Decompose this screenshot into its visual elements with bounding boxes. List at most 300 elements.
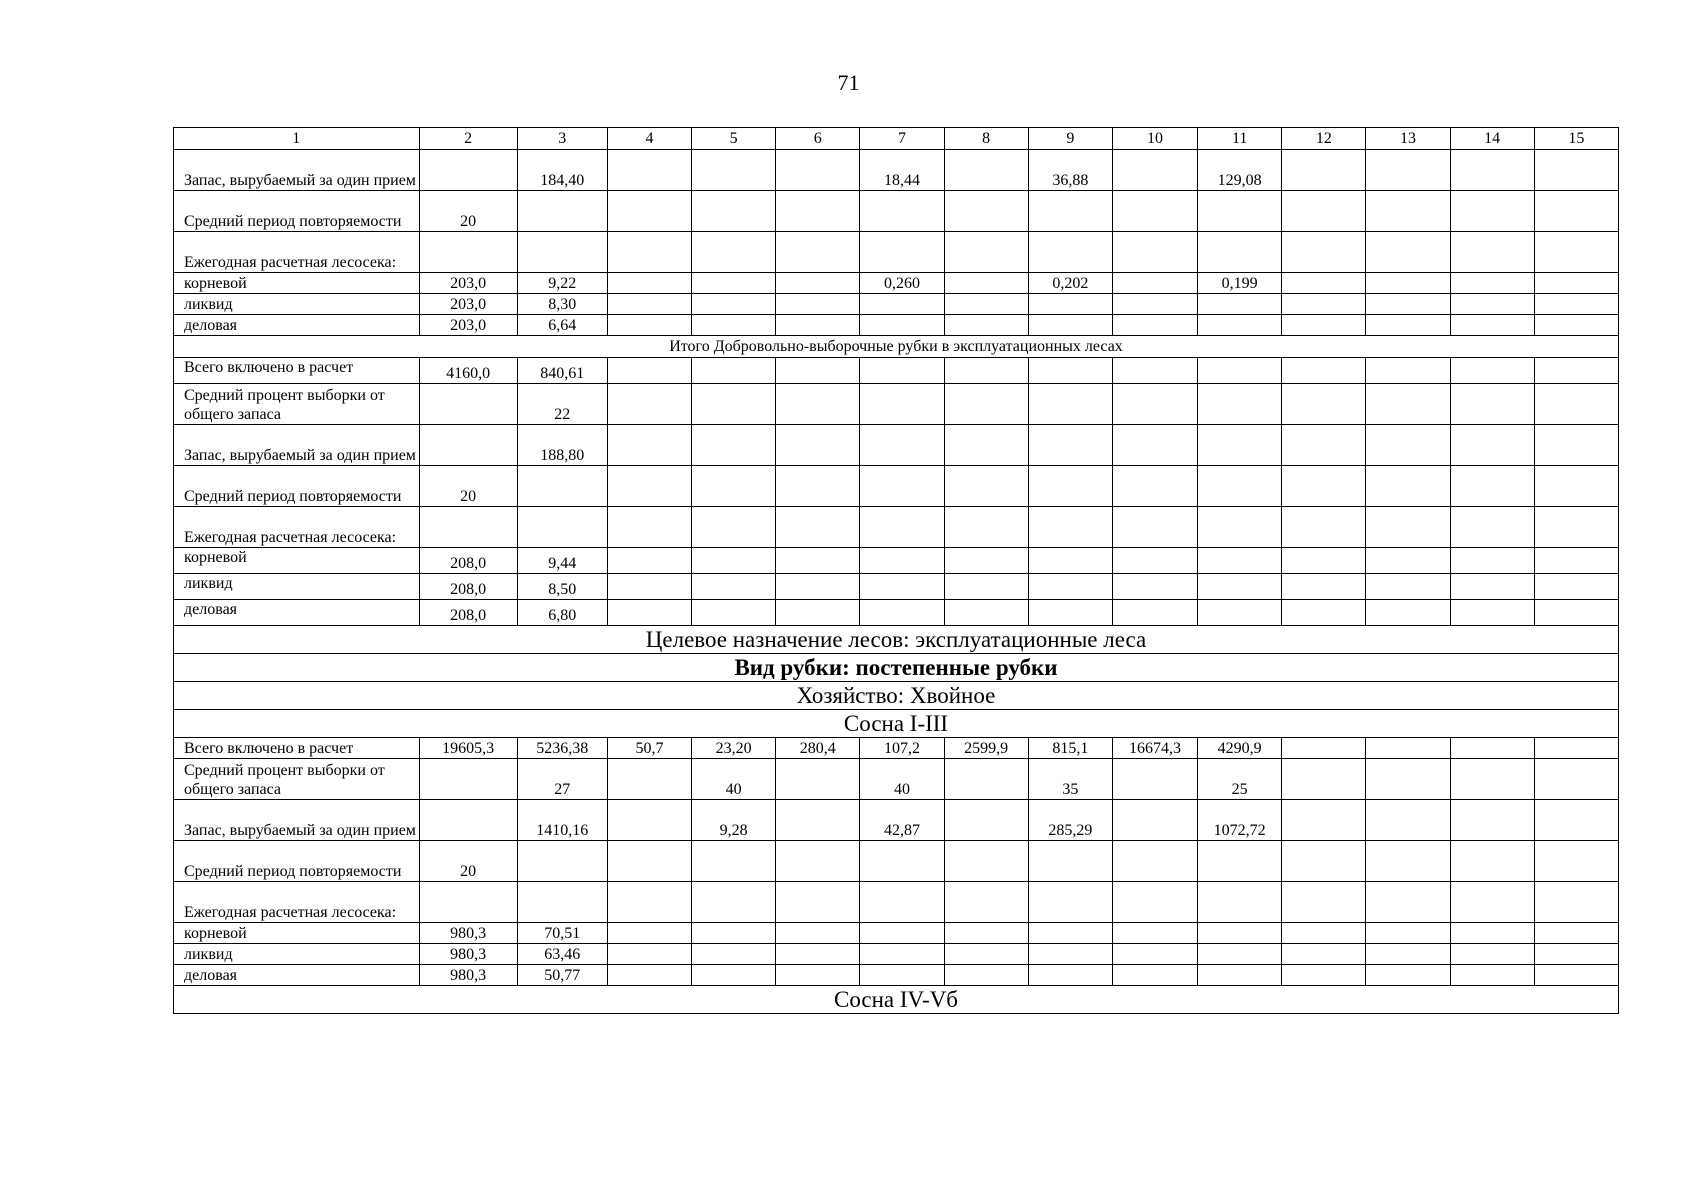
table-cell [776,358,860,384]
table-cell [1282,150,1366,191]
table-cell [1450,315,1534,336]
table-cell [692,574,776,600]
table-cell [944,600,1028,626]
table-cell [860,425,944,466]
table-cell [776,273,860,294]
table-cell [860,315,944,336]
table-cell [692,600,776,626]
row-label: ликвид [174,574,420,600]
table-cell [692,923,776,944]
section-title: Хозяйство: Хвойное [174,682,1619,710]
table-cell [1282,882,1366,923]
table-cell [1112,548,1197,574]
table-cell [1534,841,1618,882]
table-row [174,759,1619,800]
table-cell [1282,384,1366,425]
table-cell [419,425,517,466]
table-cell [944,425,1028,466]
table-cell [1282,232,1366,273]
table-cell [860,600,944,626]
table-cell [944,923,1028,944]
table-cell: 50,77 [517,965,607,986]
table-cell [1534,944,1618,965]
table-cell [944,944,1028,965]
table-row [174,882,1619,923]
row-label: деловая [174,600,420,626]
table-cell: 8,50 [517,574,607,600]
table-cell [944,574,1028,600]
table-cell [1366,315,1450,336]
table-cell [1366,466,1450,507]
table-cell [1450,191,1534,232]
table-cell [1112,425,1197,466]
table-cell: 70,51 [517,923,607,944]
table-cell [776,232,860,273]
table-cell [944,548,1028,574]
table-cell [1450,507,1534,548]
table-cell [607,759,691,800]
row-label: деловая [174,965,420,986]
section-header-row [174,336,1619,358]
table-cell [1366,738,1450,759]
table-cell [1028,965,1112,986]
table-cell [1534,273,1618,294]
table-cell [860,507,944,548]
table-cell: 4160,0 [419,358,517,384]
table-cell [607,273,691,294]
table-cell [607,466,691,507]
table-cell [944,191,1028,232]
column-number: 11 [1198,128,1282,150]
table-cell [1534,923,1618,944]
table-cell [776,759,860,800]
table-cell [1534,548,1618,574]
table-cell [1534,600,1618,626]
table-cell [1028,841,1112,882]
table-cell [1282,315,1366,336]
table-row [174,841,1619,882]
table-cell: 285,29 [1028,800,1112,841]
table-cell [1112,273,1197,294]
table-cell [1028,466,1112,507]
table-cell [1198,507,1282,548]
table-cell [1198,841,1282,882]
table-cell [1534,425,1618,466]
table-cell [1366,548,1450,574]
table-row [174,923,1619,944]
table-cell [692,548,776,574]
table-cell [776,466,860,507]
table-cell [1366,841,1450,882]
table-cell [860,965,944,986]
table-cell: 42,87 [860,800,944,841]
column-number: 9 [1028,128,1112,150]
column-number: 1 [174,128,420,150]
table-cell [1112,841,1197,882]
table-row [174,150,1619,191]
table-cell [1028,600,1112,626]
table-cell [1112,384,1197,425]
table-cell [1366,800,1450,841]
table-cell [1282,574,1366,600]
table-cell [1366,600,1450,626]
table-cell [1028,232,1112,273]
table-cell [1282,466,1366,507]
table-cell [1112,882,1197,923]
table-cell [607,841,691,882]
table-cell [776,384,860,425]
table-cell [1534,965,1618,986]
table-cell [1028,548,1112,574]
table-cell: 36,88 [1028,150,1112,191]
column-number: 2 [419,128,517,150]
column-number: 5 [692,128,776,150]
table-cell [692,944,776,965]
column-number: 13 [1366,128,1450,150]
table-row [174,574,1619,600]
section-title: Целевое назначение лесов: эксплуатационные леса [174,626,1619,654]
table-cell: 1072,72 [1198,800,1282,841]
table-cell [1366,965,1450,986]
table-cell: 980,3 [419,923,517,944]
column-number: 15 [1534,128,1618,150]
table-cell [1450,150,1534,191]
table-cell [607,882,691,923]
table-cell: 16674,3 [1112,738,1197,759]
table-cell [607,191,691,232]
table-cell: 18,44 [860,150,944,191]
table-cell [1366,882,1450,923]
table-cell: 208,0 [419,600,517,626]
table-cell: 0,260 [860,273,944,294]
table-cell [419,507,517,548]
table-cell [692,273,776,294]
table-cell [776,150,860,191]
column-number: 8 [944,128,1028,150]
section-header-row [174,682,1619,710]
table-cell [607,232,691,273]
table-cell: 9,28 [692,800,776,841]
table-cell [517,507,607,548]
table-cell [944,759,1028,800]
table-cell [419,759,517,800]
table-row [174,384,1619,425]
table-cell [944,800,1028,841]
table-cell [1282,738,1366,759]
table-cell: 6,64 [517,315,607,336]
table-cell [1534,800,1618,841]
table-cell: 815,1 [1028,738,1112,759]
table-row [174,315,1619,336]
table-cell [607,800,691,841]
row-label: Ежегодная расчетная лесосека: [174,507,420,548]
row-label: корневой [174,273,420,294]
table-cell: 184,40 [517,150,607,191]
table-cell [1198,600,1282,626]
table-cell [776,800,860,841]
table-cell [1534,574,1618,600]
table-cell [692,466,776,507]
table-cell [607,574,691,600]
table-cell [607,150,691,191]
table-cell [944,384,1028,425]
table-cell [1198,425,1282,466]
table-cell: 203,0 [419,294,517,315]
column-number: 12 [1282,128,1366,150]
table-cell [944,507,1028,548]
table-row [174,507,1619,548]
table-cell [944,466,1028,507]
table-cell [1198,384,1282,425]
table-cell [1534,466,1618,507]
table-cell: 9,44 [517,548,607,574]
table-cell [1112,600,1197,626]
table-cell [1282,425,1366,466]
table-cell [1366,923,1450,944]
table-cell [1028,191,1112,232]
table-cell [1282,548,1366,574]
table-cell [1112,800,1197,841]
table-row [174,294,1619,315]
row-label: ликвид [174,944,420,965]
table-cell [860,466,944,507]
table-row [174,548,1619,574]
table-cell [607,358,691,384]
table-cell [1282,507,1366,548]
table-cell [1112,294,1197,315]
table-cell [1450,882,1534,923]
section-title: Итого Добровольно-выборочные рубки в эксплуатационных лесах [174,336,1619,358]
table-cell [517,466,607,507]
table-cell [776,965,860,986]
section-header-row [174,986,1619,1014]
section-title: Сосна IV-Vб [174,986,1619,1014]
table-cell: 35 [1028,759,1112,800]
table-cell [1534,384,1618,425]
column-number-row [174,128,1619,150]
table-cell [607,548,691,574]
table-cell [944,232,1028,273]
table-cell: 23,20 [692,738,776,759]
table-cell: 63,46 [517,944,607,965]
table-cell [1282,358,1366,384]
table-cell: 208,0 [419,548,517,574]
table-row [174,600,1619,626]
table-cell [1112,507,1197,548]
table-cell [1534,232,1618,273]
table-cell [1112,466,1197,507]
row-label: деловая [174,315,420,336]
table-cell: 1410,16 [517,800,607,841]
table-cell [944,150,1028,191]
table-row [174,965,1619,986]
table-cell [1112,191,1197,232]
table-cell: 2599,9 [944,738,1028,759]
column-number: 4 [607,128,691,150]
table-cell: 50,7 [607,738,691,759]
table-cell [776,191,860,232]
row-label: Всего включено в расчет [174,738,420,759]
table-cell [607,965,691,986]
table-cell: 40 [860,759,944,800]
table-cell [1366,232,1450,273]
table-cell [1112,923,1197,944]
row-label: Запас, вырубаемый за один прием [174,425,420,466]
table-cell [860,574,944,600]
table-cell [1198,294,1282,315]
table-cell [1366,273,1450,294]
table-cell [1450,759,1534,800]
table-cell [1282,600,1366,626]
table-cell: 188,80 [517,425,607,466]
table-cell [860,232,944,273]
table-cell [1534,759,1618,800]
table-cell [607,944,691,965]
table-cell [692,384,776,425]
table-cell [1028,944,1112,965]
table-cell [860,358,944,384]
table-row [174,273,1619,294]
table-cell [1198,574,1282,600]
table-cell [1112,315,1197,336]
table-cell [1028,384,1112,425]
row-label: Всего включено в расчет [174,358,420,384]
table-cell [776,841,860,882]
table-cell [419,150,517,191]
table-cell [860,548,944,574]
table-cell: 0,199 [1198,273,1282,294]
table-cell [1198,548,1282,574]
table-cell [1198,965,1282,986]
table-cell [1282,191,1366,232]
table-cell: 9,22 [517,273,607,294]
table-row [174,425,1619,466]
row-label: Средний процент выборки от общего запаса [174,384,420,425]
table-cell [776,548,860,574]
table-cell [1028,507,1112,548]
section-title: Вид рубки: постепенные рубки [174,654,1619,682]
table-cell [860,882,944,923]
table-cell [517,882,607,923]
table-cell [860,191,944,232]
table-cell [776,425,860,466]
page-number: 71 [837,70,860,95]
table-cell [1028,315,1112,336]
table-cell [692,232,776,273]
table-cell [692,315,776,336]
table-cell: 980,3 [419,944,517,965]
table-cell [1028,882,1112,923]
table-cell: 203,0 [419,273,517,294]
row-label: ликвид [174,294,420,315]
table-cell [419,384,517,425]
table-cell [860,841,944,882]
table-cell [1198,358,1282,384]
table-cell [944,358,1028,384]
table-cell [607,294,691,315]
table-cell [944,965,1028,986]
table-cell [776,944,860,965]
table-cell [1366,384,1450,425]
column-number: 14 [1450,128,1534,150]
table-cell [1112,944,1197,965]
table-cell [692,358,776,384]
table-cell [1028,923,1112,944]
table-cell [1112,574,1197,600]
table-cell: 25 [1198,759,1282,800]
table-cell [1112,965,1197,986]
table-cell: 19605,3 [419,738,517,759]
table-cell [1282,759,1366,800]
table-cell [607,425,691,466]
table-cell [1450,384,1534,425]
table-cell [1534,507,1618,548]
table-row [174,466,1619,507]
table-cell [1198,232,1282,273]
table-cell [860,944,944,965]
row-label: Средний период повторяемости [174,841,420,882]
table-cell [692,150,776,191]
table-cell: 280,4 [776,738,860,759]
table-cell: 8,30 [517,294,607,315]
table-cell [1450,600,1534,626]
table-cell [860,294,944,315]
row-label: корневой [174,548,420,574]
table-row [174,944,1619,965]
row-label: Запас, вырубаемый за один прием [174,800,420,841]
table-cell [1450,738,1534,759]
table-cell [607,507,691,548]
forest-cutting-table [173,127,1619,1014]
table-cell [776,294,860,315]
table-cell [1450,232,1534,273]
table-cell [1450,944,1534,965]
table-row [174,800,1619,841]
table-cell [607,600,691,626]
table-cell [1028,425,1112,466]
row-label: Средний процент выборки от общего запаса [174,759,420,800]
table-cell [1366,944,1450,965]
table-cell [1282,273,1366,294]
table-cell [1450,294,1534,315]
table-cell [1198,315,1282,336]
table-cell [1112,358,1197,384]
table-cell: 840,61 [517,358,607,384]
table-cell [1534,191,1618,232]
table-cell [1112,759,1197,800]
table-cell [419,232,517,273]
table-cell: 6,80 [517,600,607,626]
table-cell [692,425,776,466]
table-cell [1198,191,1282,232]
table-cell [517,232,607,273]
row-label: Запас, вырубаемый за один прием [174,150,420,191]
table-cell [1534,882,1618,923]
table-cell [1366,294,1450,315]
table-row [174,738,1619,759]
table-cell: 40 [692,759,776,800]
table-cell [1450,574,1534,600]
table-cell [607,315,691,336]
table-cell [1450,425,1534,466]
table-cell [1028,294,1112,315]
table-cell [1282,944,1366,965]
table-cell [1366,759,1450,800]
table-cell [1028,358,1112,384]
table-cell [517,191,607,232]
table-cell: 0,202 [1028,273,1112,294]
table-cell [1366,191,1450,232]
